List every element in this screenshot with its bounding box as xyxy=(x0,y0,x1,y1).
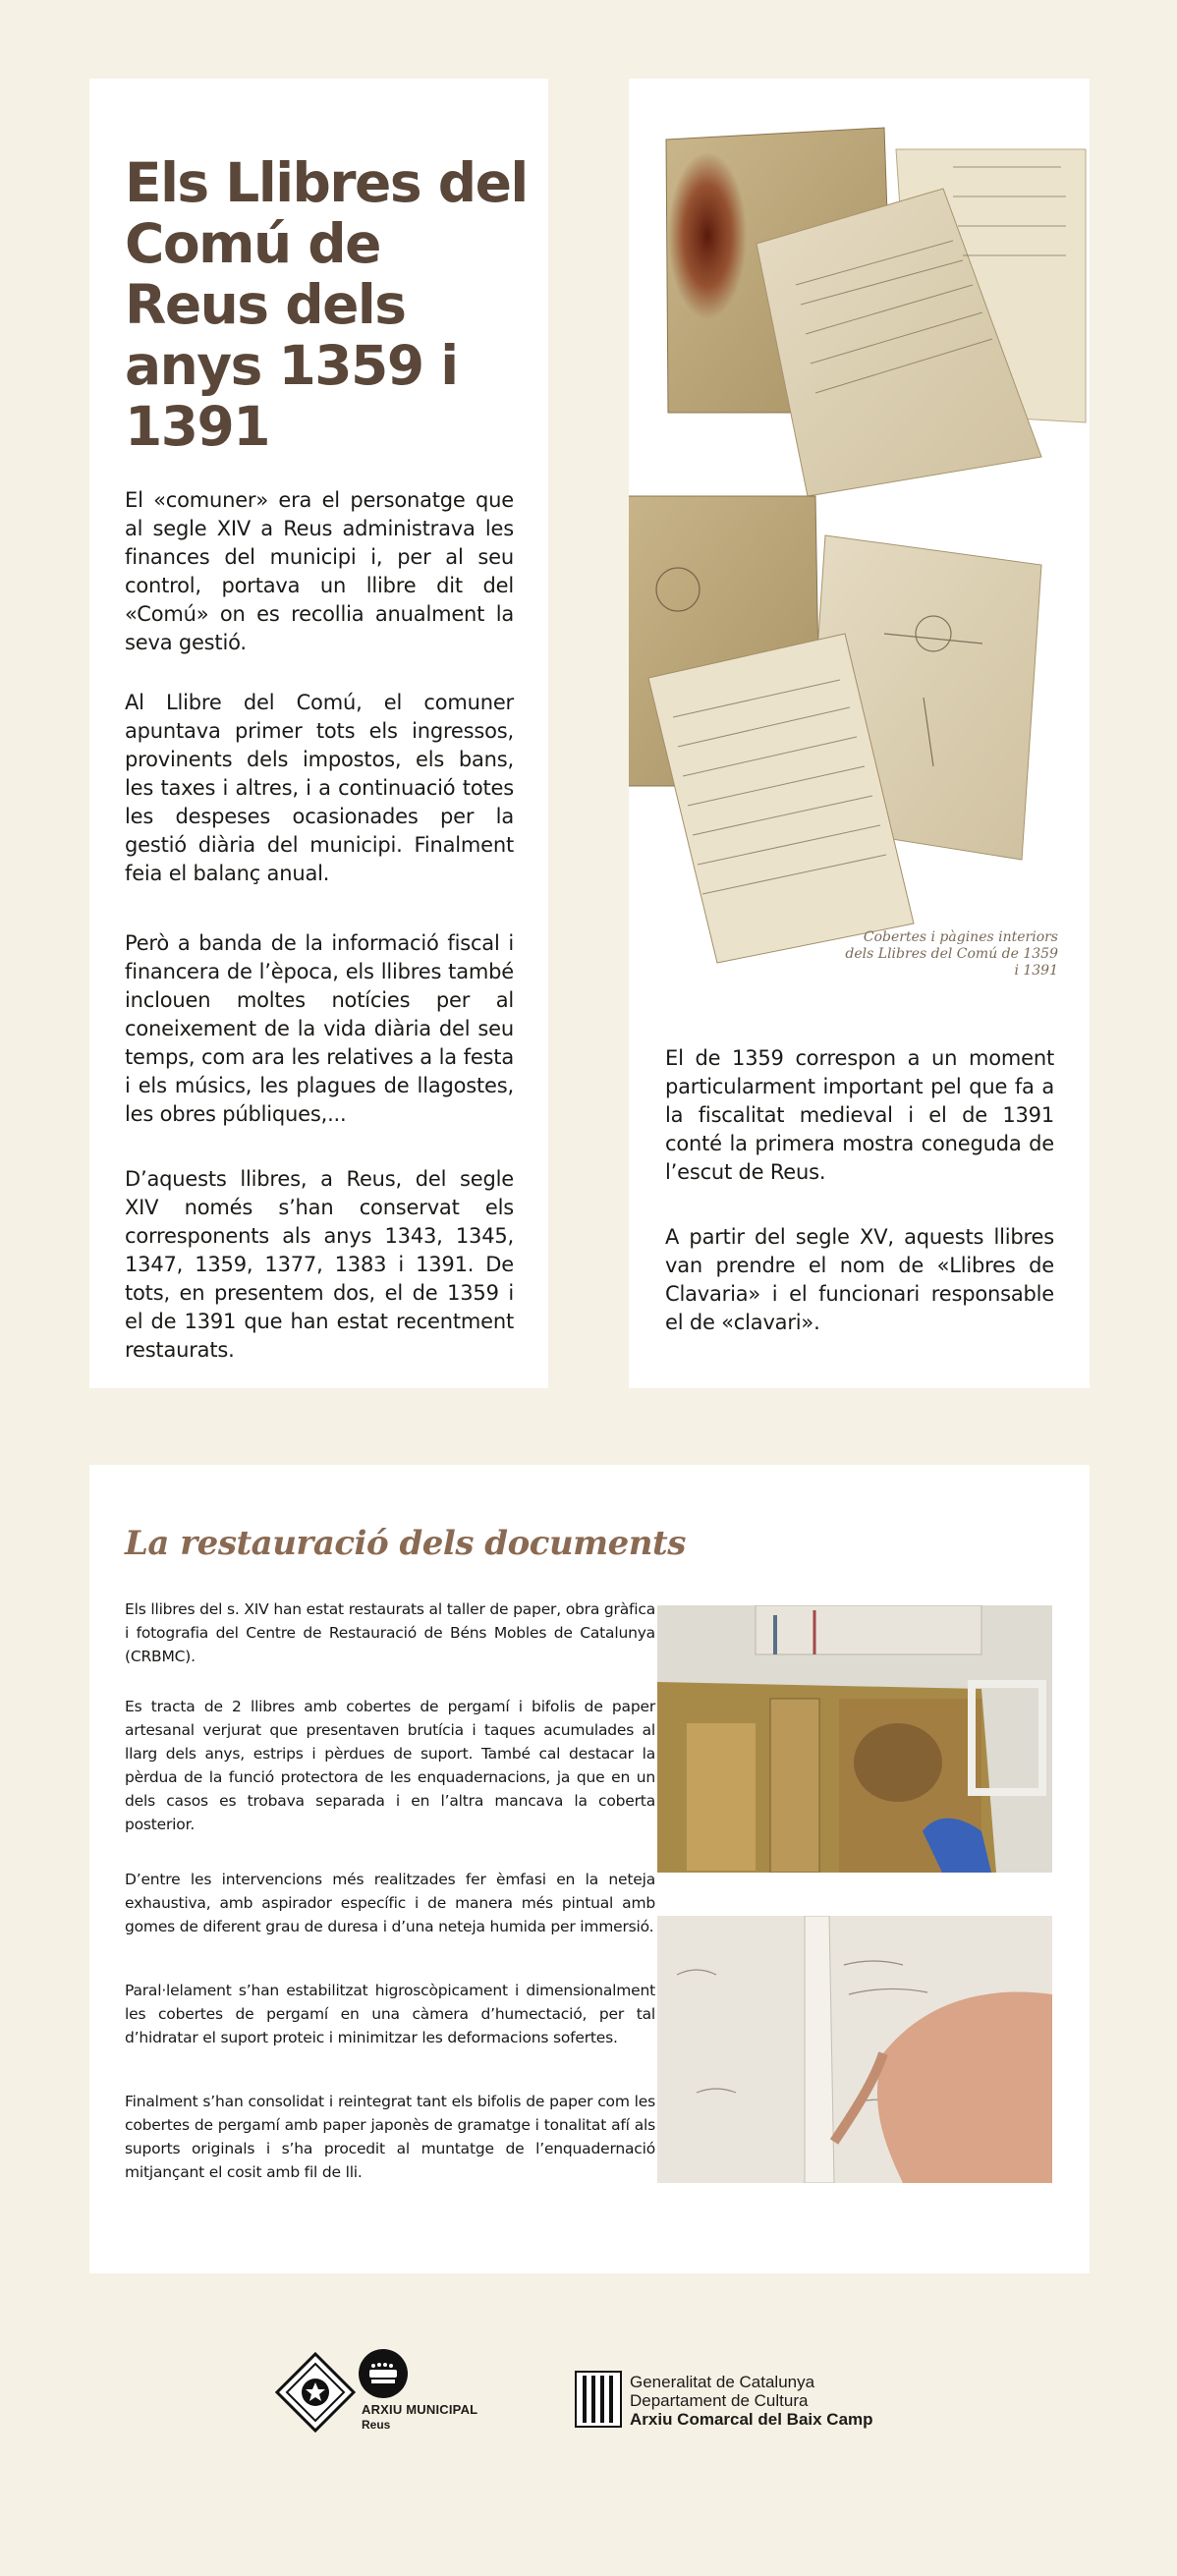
restoration-photo-reintegration xyxy=(657,1916,1052,2183)
restoration-panel xyxy=(89,1465,1090,2273)
restoration-paragraph: Finalment s’han consolidat i reintegrat tant els bifolis de paper com les cobertes de pergamí amb paper japonès de gramatge i tonalitat afí als suports originals i s’ha procedit al muntatge de l’enquadernació mitjançant el cosit amb fil de lli. xyxy=(125,2093,655,2181)
reus-shield-icon xyxy=(275,2352,356,2433)
intro-paragraph: D’aquests llibres, a Reus, del segle XIV només s’han conservat els corresponents als anys 1343, 1345, 1347, 1359, 1377, 1383 i 1391. De tots, en presentem dos, el de 1359 i el de 1391 que han estat recentment restaurats. xyxy=(125,1167,514,1362)
book-cover-1391 xyxy=(629,496,1041,963)
arxiu-municipal-city: Reus xyxy=(362,2418,391,2432)
intro-panel xyxy=(89,79,548,1388)
senyera-emblem-icon xyxy=(575,2371,622,2428)
restoration-paragraph: Els llibres del s. XIV han estat restaurats al taller de paper, obra gràfica i fotografia del Centre de Restauració de Béns Mobles de Catalunya (CRBMC). xyxy=(125,1600,655,1665)
section-title: La restauració dels documents xyxy=(125,1524,686,1563)
book-cover-1359 xyxy=(666,128,1086,496)
photos-panel xyxy=(629,79,1090,1388)
arxiu-municipal-name: ARXIU MUNICIPAL xyxy=(362,2402,478,2417)
restoration-paragraph: Paral·lelament s’han estabilitzat higroscòpicament i dimensionalment les cobertes de pergamí en una càmera d’humectació, per tal d’hidratar el suport proteic i minimitzar les deformacions sofertes. xyxy=(125,1982,655,2046)
restoration-paragraph: Es tracta de 2 llibres amb cobertes de pergamí i bifolis de paper artesanal verjurat que presentaven brutícia i taques acumulades al llarg dels anys, estrips i pèrdues de suport. També cal destacar la pèrdua de la funció protectora de les enquadernacions, ja que en un dels casos es trobava separada i en l’altra mancava la coberta posterior. xyxy=(125,1698,655,1833)
restoration-paragraph: D’entre les intervencions més realitzades fer èmfasi en la neteja exhaustiva, amb aspirador específic i de manera més pintual amb gomes de diferent grau de duresa i d’una neteja humida per immersió. xyxy=(125,1871,655,1935)
restoration-photo-cleaning xyxy=(657,1605,1052,1873)
intro-paragraph: El «comuner» era el personatge que al segle XIV a Reus administrava les finances del municipi i, per al seu control, portava un llibre dit del «Comú» on es recollia anualment la seva gestió. xyxy=(125,488,514,654)
photos-paragraph: A partir del segle XV, aquests llibres van prendre el nom de «Llibres de Clavaria» i el funcionari responsable el de «clavari». xyxy=(665,1225,1054,1334)
page-title: Els Llibres del Comú de Reus dels anys 1359 i 1391 xyxy=(125,151,528,458)
arxiu-municipal-logo xyxy=(275,2348,501,2436)
manuscripts-photo xyxy=(629,79,1090,1022)
department-name: Departament de Cultura xyxy=(630,2391,809,2410)
arxiu-comarcal-name: Arxiu Comarcal del Baix Camp xyxy=(630,2410,873,2429)
generalitat-name: Generalitat de Catalunya xyxy=(630,2373,815,2391)
arxiu-emblem-icon xyxy=(358,2348,409,2399)
photos-paragraph: El de 1359 correspon a un moment particularment important pel que fa a la fiscalitat medieval i el de 1391 conté la primera mostra coneguda de l’escut de Reus. xyxy=(665,1046,1054,1184)
intro-paragraph: Al Llibre del Comú, el comuner apuntava primer tots els ingressos, provinents dels impostos, els bans, les taxes i altres, i a continuació totes les despeses ocasionades per la gestió diària del municipi. Finalment feia el balanç anual. xyxy=(125,691,514,885)
generalitat-logo xyxy=(575,2371,909,2430)
intro-paragraph: Però a banda de la informació fiscal i financera de l’època, els llibres també inclouen moltes notícies per al coneixement de la vida diària del seu temps, com ara les relatives a la festa i els músics, les plagues de llagostes, les obres públiques,... xyxy=(125,931,514,1126)
photo-caption: Cobertes i pàgines interiors dels Llibres del Comú de 1359 i 1391 xyxy=(845,929,1058,979)
